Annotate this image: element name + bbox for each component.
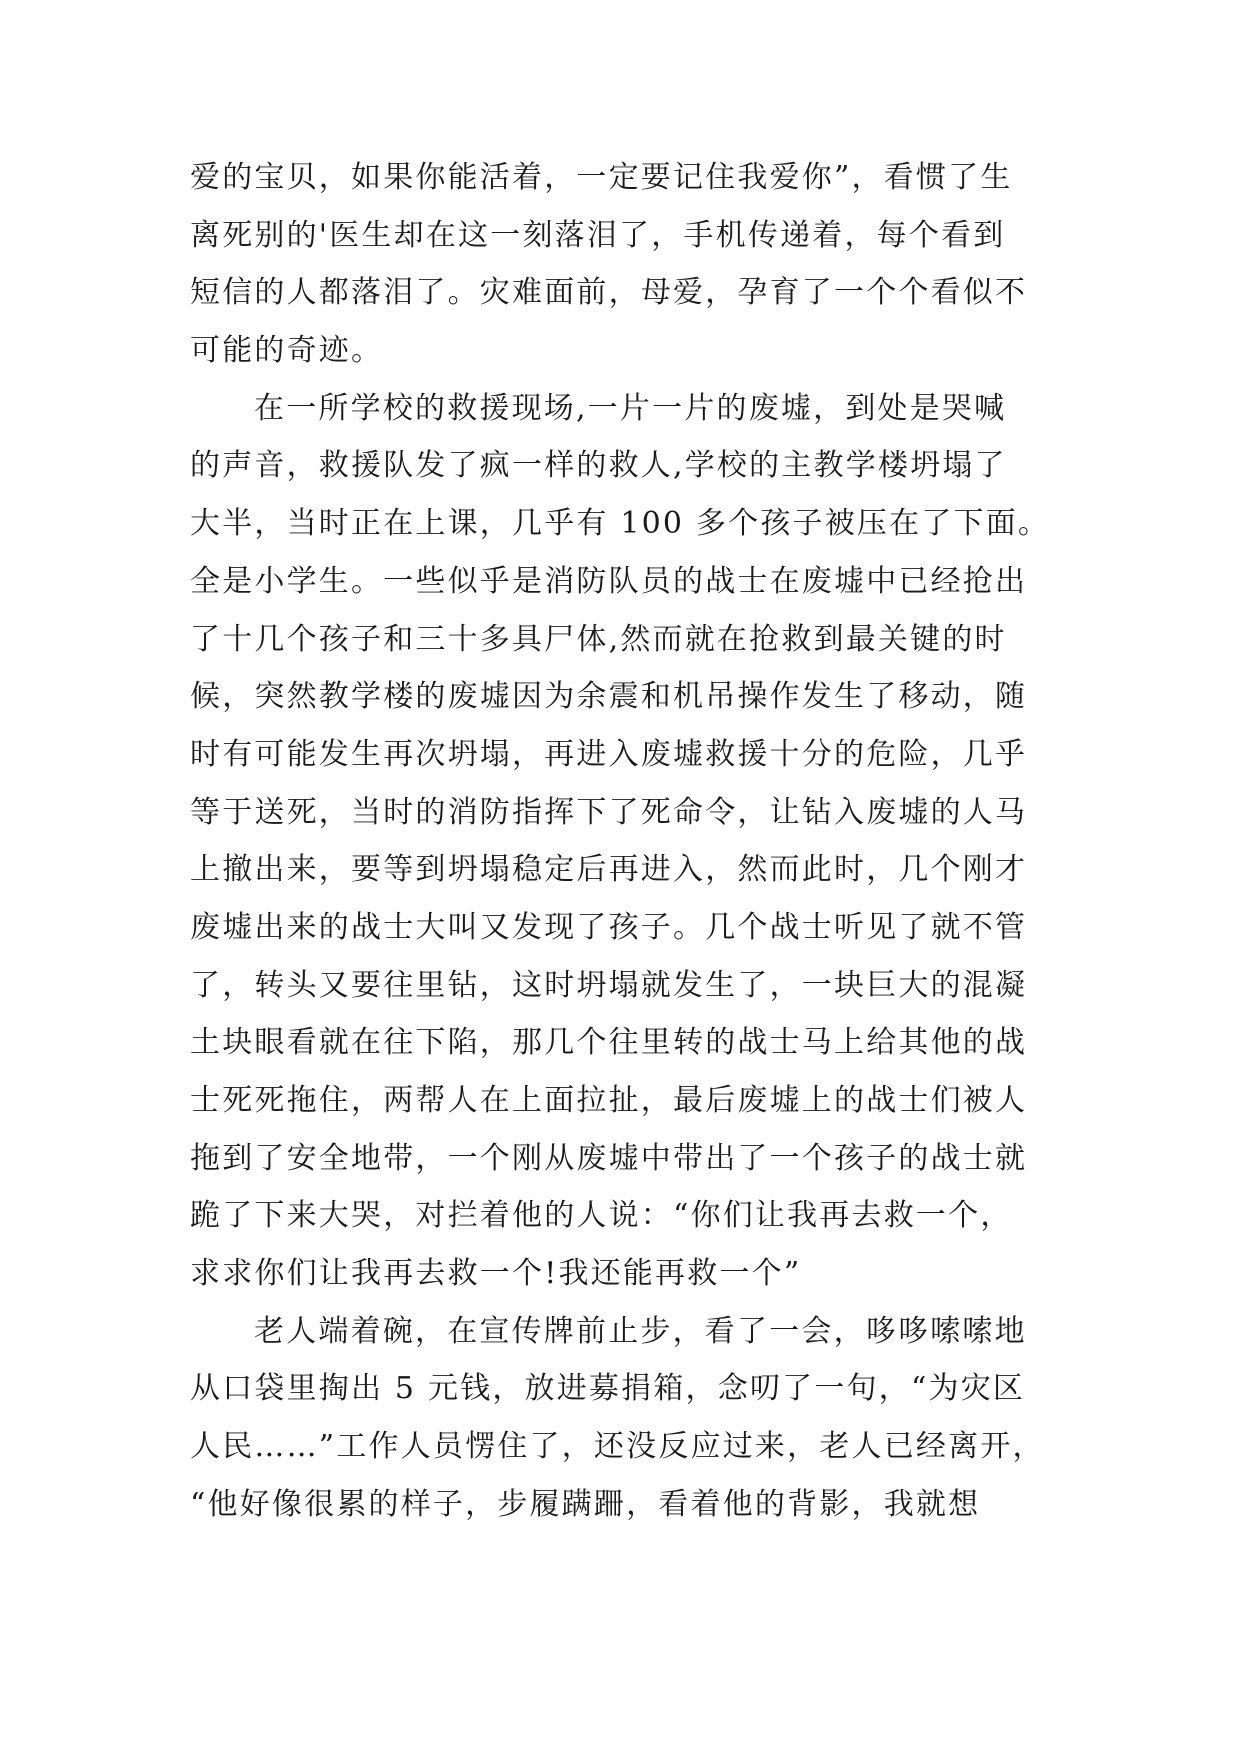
text-line: 人民……”工作人员愣住了，还没反应过来，老人已经离开， [190,1429,1045,1465]
text-line: 短信的人都落泪了。灾难面前，母爱，孕育了一个个看似不 [190,275,1028,311]
text-line: 土块眼看就在往下陷，那几个往里转的战士马上给其他的战 [190,1025,1028,1061]
text-line: 士死死拖住，两帮人在上面拉扯，最后废墟上的战士们被人 [190,1083,1028,1118]
text-line: 可能的奇迹。 [190,333,384,369]
text-line: 了，转头又要往里钻，这时坍塌就发生了，一块巨大的混凝 [190,967,1028,1003]
text-line: 候，突然教学楼的废墟因为余震和机吊操作发生了移动，随 [190,679,1028,715]
text-line: 废墟出来的战士大叫又发现了孩子。几个战士听见了就不管 [190,909,1028,945]
text-line: 拖到了安全地带，一个刚从废墟中带出了一个孩子的战士就 [190,1140,1028,1176]
text-line: 全是小学生。一些似乎是消防队员的战士在废墟中已经抢出 [190,563,1028,599]
text-line: 时有可能发生再次坍塌，再进入废墟救援十分的危险，几乎 [190,736,1028,772]
text-line: 的声音，救援队发了疯一样的救人,学校的主教学楼坍塌了 [190,448,1007,484]
text-line: 求求你们让我再去救一个!我还能再救一个” [190,1256,802,1292]
paragraph-first-line: 老人端着碗，在宣传牌前止步，看了一会，哆哆嗦嗦地 [254,1313,1027,1349]
text-line: 上撤出来，要等到坍塌稳定后再进入，然而此时，几个刚才 [190,852,1028,888]
text-line: 爱的宝贝，如果你能活着，一定要记住我爱你”，看惯了生 [190,160,1013,195]
paragraph-first-line: 在一所学校的救援现场,一片一片的废墟，到处是哭喊 [254,390,1007,426]
text-line: 了十几个孩子和三十多具尸体,然而就在抢救到最关键的时 [190,621,1007,657]
body-text [190,158,1060,1543]
text-line: 从口袋里掏出 5 元钱，放进募捐箱，念叨了一句，“为灾区 [190,1371,1026,1407]
text-line: “他好像很累的样子，步履蹒跚，看着他的背影，我就想 [190,1486,981,1522]
text-line: 离死别的'医生却在这一刻落泪了，手机传递着，每个看到 [190,217,1006,253]
text-line: 等于送死，当时的消防指挥下了死命令，让钻入废墟的人马 [190,794,1028,830]
text-line: 跪了下来大哭，对拦着他的人说：“你们让我再去救一个， [190,1198,1013,1234]
text-line: 大半，当时正在上课，几乎有 100 多个孩子被压在了下面。 [190,506,1051,542]
